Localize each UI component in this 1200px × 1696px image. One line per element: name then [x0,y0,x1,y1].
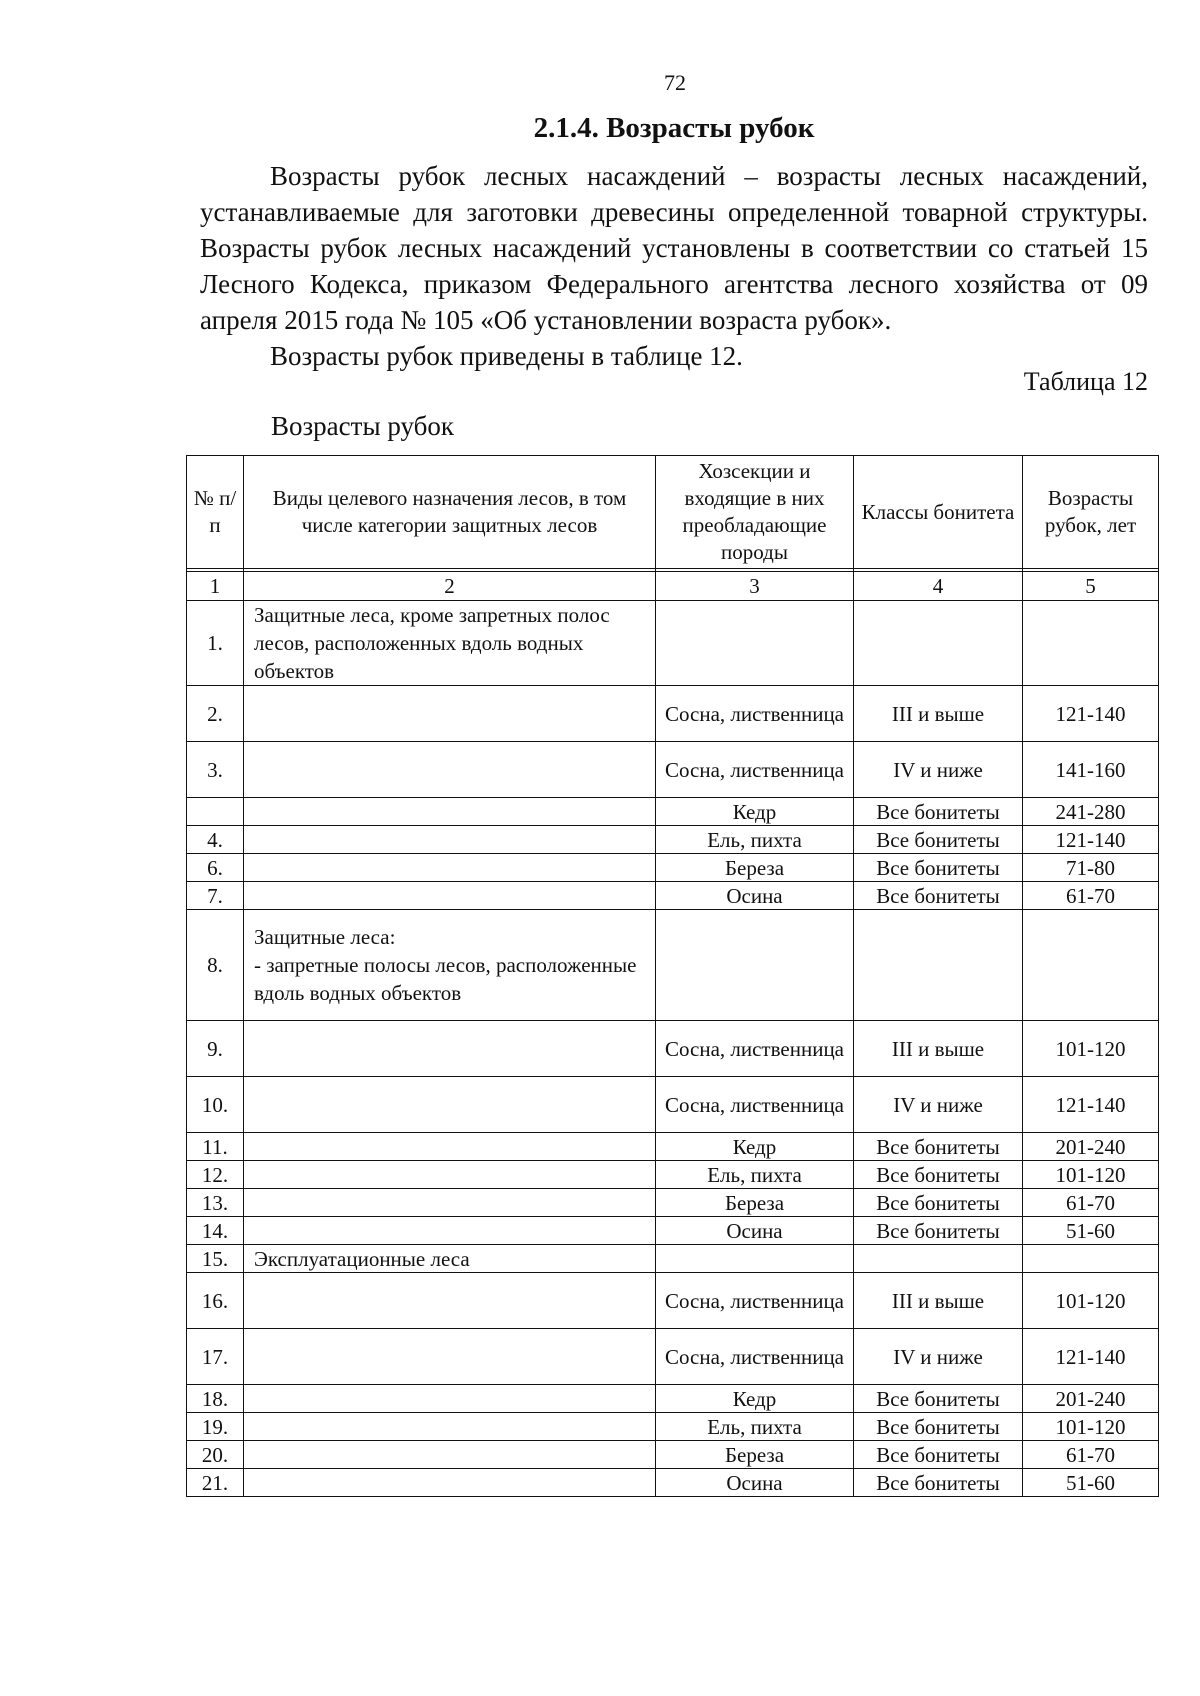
row-age-cell: 101-120 [1023,1273,1159,1329]
paragraph-table-ref: Возрасты рубок приведены в таблице 12. [270,341,743,371]
row-age-cell: 101-120 [1023,1161,1159,1189]
row-species-cell: Осина [656,882,854,910]
row-category-cell: Эксплуатационные леса [244,1245,656,1273]
section-title: 2.1.4. Возрасты рубок [533,112,815,144]
row-species-cell: Ель, пихта [656,826,854,854]
row-category-cell [244,1273,656,1329]
table-row [187,1077,1159,1133]
row-age-cell: 241-280 [1023,798,1159,826]
row-number-cell: 9. [187,1021,244,1077]
row-species-cell: Сосна, лиственница [656,686,854,742]
row-species-cell: Кедр [656,1133,854,1161]
row-species-cell: Осина [656,1217,854,1245]
row-number-cell: 8. [187,910,244,1021]
table-caption: Таблица 12 [1023,367,1148,396]
row-species-cell: Осина [656,1469,854,1497]
row-species-cell: Кедр [656,1385,854,1413]
table-row [187,1245,1159,1273]
row-number-cell: 4. [187,826,244,854]
table-row [187,1385,1159,1413]
body-text [200,158,1148,374]
table-row [187,1217,1159,1245]
row-bonitet-cell: Все бонитеты [854,1469,1023,1497]
table-row [187,686,1159,742]
row-category-cell [244,1189,656,1217]
column-number: 3 [656,572,854,601]
table-row [187,1413,1159,1441]
table-title: Возрасты рубок [271,411,454,441]
column-number: 5 [1023,572,1159,601]
table-row [187,1441,1159,1469]
row-species-cell: Сосна, лиственница [656,1329,854,1385]
page-number: 72 [664,70,686,95]
row-species-cell: Береза [656,854,854,882]
row-number-cell: 20. [187,1441,244,1469]
row-bonitet-cell: Все бонитеты [854,1385,1023,1413]
table-row [187,601,1159,686]
row-category-cell [244,1441,656,1469]
row-bonitet-cell: Все бонитеты [854,798,1023,826]
row-bonitet-cell: Все бонитеты [854,1217,1023,1245]
row-number-cell: 7. [187,882,244,910]
row-species-cell: Ель, пихта [656,1161,854,1189]
row-category-cell [244,686,656,742]
row-age-cell: 101-120 [1023,1413,1159,1441]
table-row [187,882,1159,910]
row-age-cell: 61-70 [1023,1441,1159,1469]
row-age-cell: 121-140 [1023,686,1159,742]
row-category-cell [244,854,656,882]
row-category-cell [244,1413,656,1441]
table-row [187,826,1159,854]
column-number: 2 [244,572,656,601]
table-row [187,798,1159,826]
table-row [187,1161,1159,1189]
row-category-cell: Защитные леса, кроме запретных полос лесов, расположенных вдоль водных объектов [244,601,656,686]
row-age-cell: 51-60 [1023,1217,1159,1245]
row-bonitet-cell: Все бонитеты [854,1441,1023,1469]
row-number-cell: 2. [187,686,244,742]
row-species-cell: Кедр [656,798,854,826]
header-species: Хозсекции и входящие в них преобладающие породы [656,456,854,569]
row-bonitet-cell: Все бонитеты [854,826,1023,854]
row-number-cell: 17. [187,1329,244,1385]
row-age-cell: 101-120 [1023,1021,1159,1077]
row-number-cell: 13. [187,1189,244,1217]
row-bonitet-cell: Все бонитеты [854,854,1023,882]
row-bonitet-cell: Все бонитеты [854,1189,1023,1217]
row-bonitet-cell: III и выше [854,1273,1023,1329]
row-bonitet-cell: Все бонитеты [854,1133,1023,1161]
row-number-cell: 21. [187,1469,244,1497]
row-category-cell [244,742,656,798]
row-number-cell: 14. [187,1217,244,1245]
row-age-cell: 201-240 [1023,1385,1159,1413]
row-number-cell: 15. [187,1245,244,1273]
row-age-cell: 71-80 [1023,854,1159,882]
row-age-cell: 121-140 [1023,1077,1159,1133]
row-bonitet-cell: IV и ниже [854,1077,1023,1133]
row-bonitet-cell [854,910,1023,1021]
row-bonitet-cell: IV и ниже [854,742,1023,798]
table-row [187,1021,1159,1077]
column-number-row [187,572,1159,601]
header-num: № п/п [187,456,244,569]
row-category-cell [244,826,656,854]
table-row [187,1329,1159,1385]
row-number-cell: 12. [187,1161,244,1189]
row-category-cell [244,1021,656,1077]
row-category-cell [244,1385,656,1413]
row-bonitet-cell [854,1245,1023,1273]
row-bonitet-cell: IV и ниже [854,1329,1023,1385]
table-body [187,601,1159,1497]
row-age-cell: 121-140 [1023,826,1159,854]
row-bonitet-cell: Все бонитеты [854,1161,1023,1189]
row-bonitet-cell: III и выше [854,1021,1023,1077]
table-row [187,1469,1159,1497]
row-number-cell: 11. [187,1133,244,1161]
table-row [187,854,1159,882]
row-bonitet-cell: III и выше [854,686,1023,742]
row-number-cell [187,798,244,826]
row-species-cell: Сосна, лиственница [656,1273,854,1329]
row-category-cell [244,1217,656,1245]
row-species-cell: Ель, пихта [656,1413,854,1441]
header-category: Виды целевого назначения лесов, в том числе категории защитных лесов [244,456,656,569]
table-row [187,910,1159,1021]
table-row [187,1133,1159,1161]
row-age-cell: 201-240 [1023,1133,1159,1161]
column-number: 1 [187,572,244,601]
row-age-cell: 141-160 [1023,742,1159,798]
row-age-cell: 61-70 [1023,1189,1159,1217]
row-species-cell [656,1245,854,1273]
row-number-cell: 18. [187,1385,244,1413]
row-category-cell [244,1469,656,1497]
paragraph-intro: Возрасты рубок лесных насаждений – возрасты лесных насаждений, устанавливаемые для заготовки древесины определенной товарной структуры. Возрасты рубок лесных насаждений установлены в соответствии со статьей 15 Лесного Кодекса, приказом Федерального агентства лесного хозяйства от 09 апреля 2015 года № 105 «Об установлении возраста рубок». [200,161,1148,335]
row-category-cell: Защитные леса: - запретные полосы лесов, расположенные вдоль водных объектов [244,910,656,1021]
row-species-cell: Береза [656,1441,854,1469]
row-age-cell [1023,601,1159,686]
row-number-cell: 6. [187,854,244,882]
row-species-cell: Сосна, лиственница [656,1021,854,1077]
table-row [187,1189,1159,1217]
row-number-cell: 19. [187,1413,244,1441]
row-category-cell [244,1161,656,1189]
column-number: 4 [854,572,1023,601]
row-category-cell [244,798,656,826]
header-age: Возрасты рубок, лет [1023,456,1159,569]
row-number-cell: 16. [187,1273,244,1329]
row-bonitet-cell: Все бонитеты [854,1413,1023,1441]
table-row [187,742,1159,798]
row-category-cell [244,1133,656,1161]
table-header-row [187,456,1159,569]
row-age-cell: 61-70 [1023,882,1159,910]
row-category-cell [244,882,656,910]
table-row [187,1273,1159,1329]
row-age-cell [1023,910,1159,1021]
cutting-age-table [186,455,1159,1497]
row-number-cell: 3. [187,742,244,798]
row-number-cell: 10. [187,1077,244,1133]
row-bonitet-cell: Все бонитеты [854,882,1023,910]
row-species-cell [656,910,854,1021]
row-category-cell [244,1077,656,1133]
row-number-cell: 1. [187,601,244,686]
row-age-cell: 121-140 [1023,1329,1159,1385]
row-bonitet-cell [854,601,1023,686]
row-species-cell: Сосна, лиственница [656,1077,854,1133]
header-bonitet: Классы бонитета [854,456,1023,569]
row-age-cell: 51-60 [1023,1469,1159,1497]
row-species-cell: Сосна, лиственница [656,742,854,798]
row-species-cell [656,601,854,686]
row-species-cell: Береза [656,1189,854,1217]
row-age-cell [1023,1245,1159,1273]
row-category-cell [244,1329,656,1385]
